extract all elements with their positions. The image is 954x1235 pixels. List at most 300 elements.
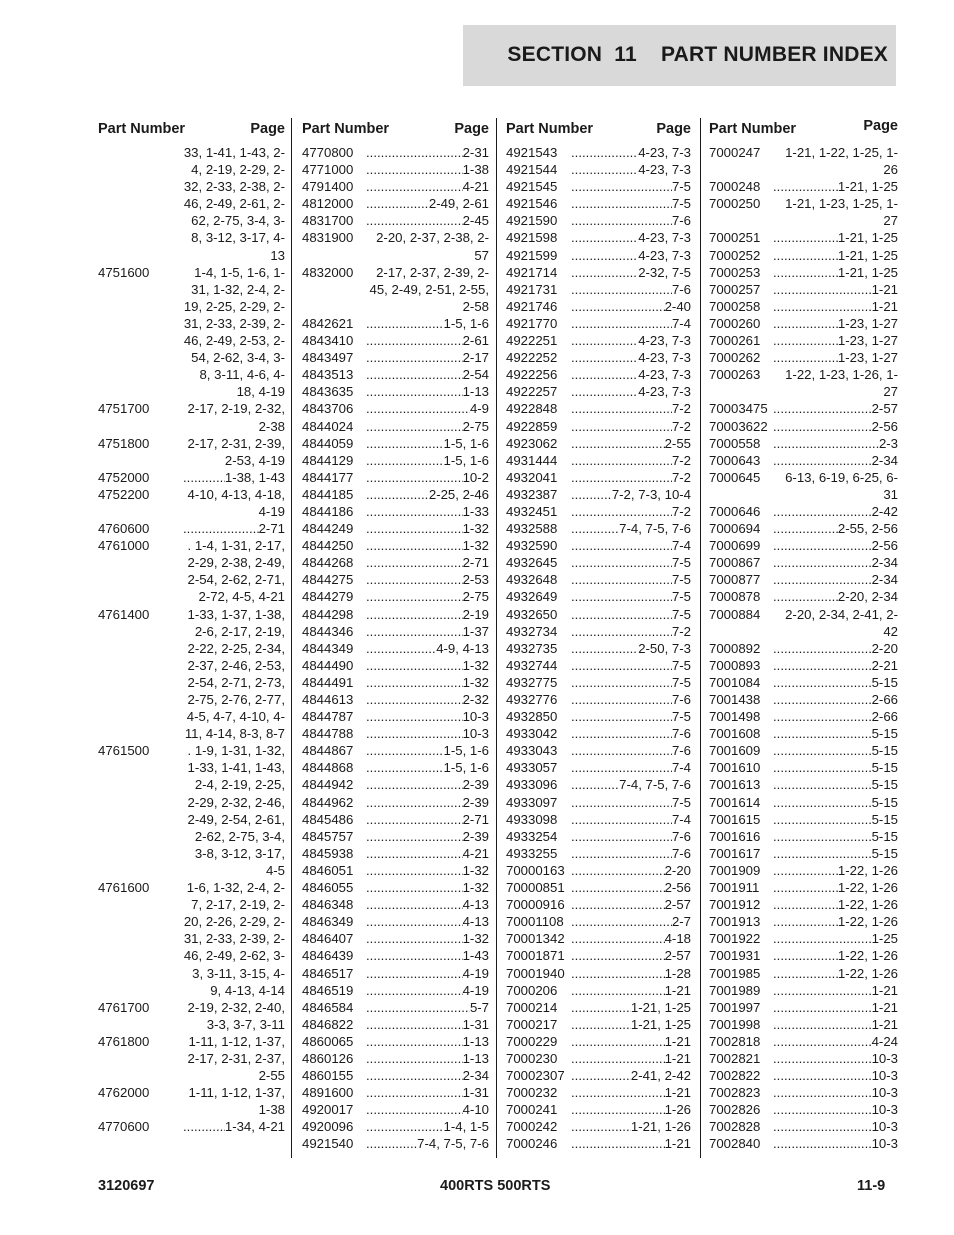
part-number-header: Part Number xyxy=(506,121,594,137)
page-reference: 5-15 xyxy=(871,811,898,827)
page-reference: 33, 1-41, 1-43, 2-4, 2-19, 2-29, 2-32, 2-33, 2-38, 2-46, 2-49, 2-61, 2-62, 2-75, 3-4, 3-8, 3-12, 3-17, 4-13 xyxy=(183,145,285,263)
index-entry: 4932588 ..... 7-4, 7-5, 7-6 xyxy=(506,520,691,537)
index-entry: 7002818 ..... 4-24 xyxy=(709,1033,898,1050)
index-entry: 7001084 ..... 5-15 xyxy=(709,674,898,691)
index-entry: 4921598 ..... 4-23, 7-3 xyxy=(506,229,691,246)
index-entry: 7001922 ..... 1-25 xyxy=(709,930,898,947)
page-cell xyxy=(571,1016,691,1033)
page-reference: 5-15 xyxy=(871,845,898,861)
column-header xyxy=(709,118,898,144)
page-reference: 1-33, 1-37, 1-38, 2-6, 2-17, 2-19, 2-22, 2-25, 2-34, 2-37, 2-46, 2-53, 2-54, 2-71, 2-73, 2-75, 2-76, 2-77, 4-5, 4-7, 4-10, 4-11, 4-14, 8-3, 8-7 xyxy=(184,606,285,742)
page-reference: 2-66 xyxy=(871,709,898,725)
dot-leader xyxy=(571,1118,631,1135)
index-entry: 4844186 ..... 1-33 xyxy=(302,503,489,520)
page-cell xyxy=(773,725,898,742)
dot-leader xyxy=(366,178,463,195)
page-cell xyxy=(773,1084,898,1101)
index-entry: 4921544 ..... 4-23, 7-3 xyxy=(506,161,691,178)
page-cell xyxy=(366,537,489,554)
dot-leader xyxy=(366,1033,463,1050)
page-cell xyxy=(773,794,898,811)
page-reference: 2-20, 2-34, 2-41, 2-42 xyxy=(785,606,898,639)
dot-leader xyxy=(571,708,672,725)
dot-leader xyxy=(773,913,838,930)
column-divider xyxy=(700,118,701,1158)
page-reference: 1-22, 1-26 xyxy=(837,965,898,981)
dot-leader xyxy=(773,1101,872,1118)
dot-leader xyxy=(366,794,463,811)
index-entry: 7001615 ..... 5-15 xyxy=(709,811,898,828)
page-reference: 1-11, 1-12, 1-37, 1-38 xyxy=(188,1085,285,1118)
dot-leader xyxy=(773,742,872,759)
dot-leader xyxy=(571,776,619,793)
page-cell xyxy=(773,657,898,674)
dot-leader xyxy=(571,759,672,776)
page-reference: 1-23, 1-27 xyxy=(837,315,898,331)
index-entry: 4844249 ..... 1-32 xyxy=(302,520,489,537)
page-reference: 7-5 xyxy=(671,555,691,571)
page-reference: 1-22, 1-26 xyxy=(837,880,898,896)
index-entry xyxy=(98,144,285,264)
page-reference: 2-34 xyxy=(462,1068,489,1084)
page-reference: 2-3 xyxy=(878,435,898,451)
dot-leader xyxy=(366,811,463,828)
page-reference: 1-21 xyxy=(664,1033,691,1049)
dot-leader xyxy=(571,913,672,930)
page-cell xyxy=(571,691,691,708)
page-reference: 4-9 xyxy=(469,401,489,417)
dot-leader xyxy=(571,794,672,811)
page-cell xyxy=(366,913,489,930)
index-entry: 4844275 ..... 2-53 xyxy=(302,571,489,588)
index-entry: 7000646 ..... 2-42 xyxy=(709,503,898,520)
page-reference: 5-15 xyxy=(871,794,898,810)
index-entry: 7001985 ..... 1-22, 1-26 xyxy=(709,965,898,982)
index-entry: 7000217 ..... 1-21, 1-25 xyxy=(506,1016,691,1033)
page-cell xyxy=(571,640,691,657)
index-entry: 7001610 ..... 5-15 xyxy=(709,759,898,776)
page-cell xyxy=(571,537,691,554)
page-reference: . 1-9, 1-31, 1-32, 1-33, 1-41, 1-43, 2-4, 2-19, 2-25, 2-29, 2-32, 2-46, 2-49, 2-54, 2-61, 2-62, 2-75, 3-4, 3-8, 3-12, 3-17, 4-5 xyxy=(187,743,285,878)
index-entry: 4922256 ..... 4-23, 7-3 xyxy=(506,366,691,383)
dot-leader xyxy=(366,383,463,400)
page-reference: 5-15 xyxy=(871,674,898,690)
index-entry: 7001997 ..... 1-21 xyxy=(709,999,898,1016)
page-cell xyxy=(773,554,898,571)
index-entry: 4844962 ..... 2-39 xyxy=(302,794,489,811)
page-reference: 5-15 xyxy=(871,777,898,793)
index-entries xyxy=(98,144,285,1135)
page-reference: 1-21 xyxy=(871,982,898,998)
page-cell xyxy=(773,1118,898,1135)
page-reference: 2-57 xyxy=(664,897,691,913)
index-entry: 4845486 ..... 2-71 xyxy=(302,811,489,828)
index-entry: 7002822 ..... 10-3 xyxy=(709,1067,898,1084)
part-number-header: Part Number xyxy=(98,121,186,137)
page-cell xyxy=(366,776,489,793)
page-reference: 7-4, 7-5, 7-6 xyxy=(619,521,691,537)
page-cell xyxy=(773,879,898,896)
dot-leader xyxy=(571,862,665,879)
page-reference: 1-22, 1-23, 1-26, 1-27 xyxy=(785,367,898,400)
page-reference: 4-23, 7-3 xyxy=(638,350,691,366)
dot-leader xyxy=(366,691,463,708)
dot-leader xyxy=(366,195,429,212)
dot-leader xyxy=(571,1135,665,1152)
index-entry: 4932776 ..... 7-6 xyxy=(506,691,691,708)
page-reference: 2-39 xyxy=(462,794,489,810)
index-entries xyxy=(302,144,489,1153)
page-cell xyxy=(571,1067,691,1084)
column-header xyxy=(506,118,691,144)
index-entry: 7001989 ..... 1-21 xyxy=(709,982,898,999)
dot-leader xyxy=(366,435,444,452)
dot-leader xyxy=(366,400,470,417)
dot-leader xyxy=(366,879,463,896)
dot-leader xyxy=(366,1101,463,1118)
page-reference: 7-4 xyxy=(671,760,691,776)
page-cell xyxy=(366,469,489,486)
dot-leader xyxy=(366,623,463,640)
dot-leader xyxy=(366,708,463,725)
index-entry: 4844185 ..... 2-25, 2-46 xyxy=(302,486,489,503)
page-cell xyxy=(773,503,898,520)
dot-leader xyxy=(773,845,872,862)
page-cell xyxy=(571,298,691,315)
index-entry: 7001931 ..... 1-22, 1-26 xyxy=(709,947,898,964)
page-reference: 2-55 xyxy=(664,435,691,451)
index-entry: 70001871 ..... 2-57 xyxy=(506,947,691,964)
index-entry: 4921590 ..... 7-6 xyxy=(506,212,691,229)
page-reference: 1-5, 1-6 xyxy=(443,435,489,451)
index-entry: 4844024 ..... 2-75 xyxy=(302,418,489,435)
page-reference: 7-2 xyxy=(671,503,691,519)
page-cell xyxy=(571,657,691,674)
page-cell xyxy=(571,862,691,879)
dot-leader xyxy=(366,982,463,999)
page-reference: 7-5 xyxy=(671,794,691,810)
page-reference: 1-23, 1-27 xyxy=(837,333,898,349)
index-entry: 4932041 ..... 7-2 xyxy=(506,469,691,486)
dot-leader xyxy=(366,418,463,435)
page-reference: 5-15 xyxy=(871,726,898,742)
dot-leader xyxy=(571,435,665,452)
index-entry: 4844942 ..... 2-39 xyxy=(302,776,489,793)
page-cell xyxy=(773,588,898,605)
index-entry: 4921731 ..... 7-6 xyxy=(506,281,691,298)
dot-leader xyxy=(571,161,638,178)
page-reference: 1-21 xyxy=(664,982,691,998)
page-cell xyxy=(773,674,898,691)
page-reference: 7-5 xyxy=(671,179,691,195)
dot-leader xyxy=(773,332,838,349)
index-entry: 7002828 ..... 10-3 xyxy=(709,1118,898,1135)
index-entry: 7001608 ..... 5-15 xyxy=(709,725,898,742)
page-cell xyxy=(773,999,898,1016)
index-entry: 4931444 ..... 7-2 xyxy=(506,452,691,469)
page-reference: 4-24 xyxy=(871,1033,898,1049)
dot-leader xyxy=(773,520,838,537)
page-reference: 2-71 xyxy=(258,521,285,537)
page-reference: 1-5, 1-6 xyxy=(443,760,489,776)
dot-leader xyxy=(773,828,872,845)
page-reference: 10-3 xyxy=(871,1050,898,1066)
footer-model: 400RTS 500RTS xyxy=(440,1178,551,1194)
page-cell xyxy=(571,725,691,742)
index-entry: 4844268 ..... 2-71 xyxy=(302,554,489,571)
index-entry: 7000214 ..... 1-21, 1-25 xyxy=(506,999,691,1016)
dot-leader xyxy=(183,520,259,537)
page-reference: 10-3 xyxy=(871,1068,898,1084)
index-entry: 7000248 ..... 1-21, 1-25 xyxy=(709,178,898,195)
page-reference: 10-3 xyxy=(871,1085,898,1101)
page-reference: 2-17, 2-19, 2-32, 2-38 xyxy=(187,401,285,434)
page-reference: 7-5 xyxy=(671,657,691,673)
column-divider xyxy=(291,118,292,1158)
index-entry: 4812000 ..... 2-49, 2-61 xyxy=(302,195,489,212)
dot-leader xyxy=(366,999,470,1016)
dot-leader xyxy=(571,349,638,366)
page-reference: 7-5 xyxy=(671,196,691,212)
index-entry: 4860155 ..... 2-34 xyxy=(302,1067,489,1084)
index-entry: 4920096 ..... 1-4, 1-5 xyxy=(302,1118,489,1135)
page-cell xyxy=(366,366,489,383)
index-entry: 4761700 2-19, 2-32, 2-40, 3-3, 3-7, 3-11 xyxy=(98,999,285,1032)
dot-leader xyxy=(571,691,672,708)
page-reference: 7-6 xyxy=(671,828,691,844)
page-reference: 1-21, 1-25 xyxy=(630,1016,691,1032)
page-cell xyxy=(571,161,691,178)
index-entry: 4932645 ..... 7-5 xyxy=(506,554,691,571)
page-reference: 1-21, 1-23, 1-25, 1-27 xyxy=(785,196,898,229)
index-entry: 4760600 ..... 2-71 xyxy=(98,520,285,537)
dot-leader xyxy=(571,742,672,759)
index-entry: 4933057 ..... 7-4 xyxy=(506,759,691,776)
index-entry: 4932735 ..... 2-50, 7-3 xyxy=(506,640,691,657)
dot-leader xyxy=(571,947,665,964)
page-cell xyxy=(571,503,691,520)
page-reference: 2-7 xyxy=(671,914,691,930)
page-reference: 1-21, 1-25 xyxy=(837,264,898,280)
page-reference: 2-19 xyxy=(462,606,489,622)
page-cell xyxy=(571,1101,691,1118)
index-entry: 4846051 ..... 1-32 xyxy=(302,862,489,879)
page-cell xyxy=(366,999,489,1016)
page-reference: 7-2, 7-3, 10-4 xyxy=(611,486,691,502)
page-cell xyxy=(773,178,898,195)
page-reference: 1-37 xyxy=(462,623,489,639)
page-cell xyxy=(773,400,898,417)
dot-leader xyxy=(571,469,672,486)
page-cell xyxy=(366,1101,489,1118)
page-cell xyxy=(366,520,489,537)
index-entry: 4761600 1-6, 1-32, 2-4, 2-7, 2-17, 2-19, 2-20, 2-26, 2-29, 2-31, 2-33, 2-39, 2-46, 2-49, 2-62, 3-3, 3-11, 3-15, 4-9, 4-13, 4-14 xyxy=(98,880,285,998)
dot-leader xyxy=(773,178,838,195)
page-cell xyxy=(366,452,489,469)
page-cell xyxy=(366,845,489,862)
page-cell xyxy=(773,315,898,332)
index-entry: 4844177 ..... 10-2 xyxy=(302,469,489,486)
page-reference: 2-21 xyxy=(871,657,898,673)
dot-leader xyxy=(773,247,838,264)
page-cell xyxy=(571,930,691,947)
index-entry: 7001616 ..... 5-15 xyxy=(709,828,898,845)
dot-leader xyxy=(571,178,672,195)
index-entry: 4762000 1-11, 1-12, 1-37, 1-38 xyxy=(98,1085,285,1118)
dot-leader xyxy=(571,879,665,896)
page-reference: 5-7 xyxy=(469,999,489,1015)
dot-leader xyxy=(183,1118,225,1135)
page-cell xyxy=(773,845,898,862)
index-entry: 4770800 ..... 2-31 xyxy=(302,144,489,161)
page-reference: 1-32 xyxy=(462,521,489,537)
page-cell xyxy=(773,520,898,537)
page-cell xyxy=(366,400,489,417)
page-reference: 1-32 xyxy=(462,880,489,896)
dot-leader xyxy=(773,264,838,281)
index-entry: 70001940 ..... 1-28 xyxy=(506,965,691,982)
page-header: Page xyxy=(863,118,898,134)
page-cell xyxy=(183,469,285,486)
index-entry: 4844787 ..... 10-3 xyxy=(302,708,489,725)
page-cell xyxy=(571,1135,691,1152)
index-entry: 7000206 ..... 1-21 xyxy=(506,982,691,999)
page-reference: 2-17, 2-37, 2-39, 2-45, 2-49, 2-51, 2-55, 2-58 xyxy=(369,264,489,314)
page-reference: 2-39 xyxy=(462,777,489,793)
page-cell xyxy=(773,930,898,947)
dot-leader xyxy=(571,588,672,605)
page-cell xyxy=(773,247,898,264)
page-reference: 4-13 xyxy=(462,897,489,913)
page-reference: 2-34 xyxy=(871,572,898,588)
index-entry: 4846822 ..... 1-31 xyxy=(302,1016,489,1033)
page-reference: 1-22, 1-26 xyxy=(837,897,898,913)
page-reference: 4-23, 7-3 xyxy=(638,367,691,383)
index-entry: 4845938 ..... 4-21 xyxy=(302,845,489,862)
index-entry: 7001911 ..... 1-22, 1-26 xyxy=(709,879,898,896)
page-cell xyxy=(571,349,691,366)
index-entry: 70003475 ..... 2-57 xyxy=(709,400,898,417)
page-reference: 2-57 xyxy=(664,948,691,964)
index-entry: 4932744 ..... 7-5 xyxy=(506,657,691,674)
page-cell xyxy=(571,674,691,691)
dot-leader xyxy=(366,930,463,947)
page-cell xyxy=(571,178,691,195)
dot-leader xyxy=(571,298,665,315)
index-entry: 4844279 ..... 2-75 xyxy=(302,588,489,605)
index-entry: 70001108 ..... 2-7 xyxy=(506,913,691,930)
index-entry: 70000851 ..... 2-56 xyxy=(506,879,691,896)
page-reference: 7-6 xyxy=(671,281,691,297)
page-cell xyxy=(773,828,898,845)
page-cell xyxy=(571,623,691,640)
page-cell xyxy=(571,742,691,759)
dot-leader xyxy=(773,811,872,828)
page-cell xyxy=(773,913,898,930)
page-reference: 2-45 xyxy=(462,213,489,229)
index-entry: 7001498 ..... 2-66 xyxy=(709,708,898,725)
index-entry: 4771000 ..... 1-38 xyxy=(302,161,489,178)
index-entry: 7000645 6-13, 6-19, 6-25, 6-31 xyxy=(709,469,898,502)
index-entry: 4922848 ..... 7-2 xyxy=(506,400,691,417)
index-entry: 7001438 ..... 2-66 xyxy=(709,691,898,708)
index-entry: 4846407 ..... 1-32 xyxy=(302,930,489,947)
index-entry: 4932451 ..... 7-2 xyxy=(506,503,691,520)
dot-leader xyxy=(571,281,672,298)
page-reference: 1-43 xyxy=(462,948,489,964)
page-cell xyxy=(571,896,691,913)
page-cell xyxy=(366,965,489,982)
page-cell xyxy=(366,144,489,161)
page-cell xyxy=(571,418,691,435)
page-cell xyxy=(773,1016,898,1033)
page-reference: 1-21 xyxy=(871,1016,898,1032)
page-cell xyxy=(366,588,489,605)
dot-leader xyxy=(773,435,879,452)
page-reference: 1-32 xyxy=(462,931,489,947)
dot-leader xyxy=(366,537,463,554)
page-cell xyxy=(366,1033,489,1050)
index-entry: 4932648 ..... 7-5 xyxy=(506,571,691,588)
page-cell xyxy=(571,452,691,469)
index-entry: 4846517 ..... 4-19 xyxy=(302,965,489,982)
page-reference: 10-3 xyxy=(871,1136,898,1152)
page-cell xyxy=(571,520,691,537)
dot-leader xyxy=(773,640,872,657)
page-reference: 7-2 xyxy=(671,452,691,468)
page-reference: 1-21, 1-25 xyxy=(837,230,898,246)
index-entry: 4761000 . 1-4, 1-31, 2-17, 2-29, 2-38, 2-49, 2-54, 2-62, 2-71, 2-72, 4-5, 4-21 xyxy=(98,538,285,605)
page-reference: 7-2 xyxy=(671,401,691,417)
page-cell xyxy=(366,759,489,776)
dot-leader xyxy=(571,195,672,212)
index-entry: 7000867 ..... 2-34 xyxy=(709,554,898,571)
index-entry: 4921546 ..... 7-5 xyxy=(506,195,691,212)
page-cell xyxy=(571,212,691,229)
page-reference: 1-25 xyxy=(871,931,898,947)
page-cell xyxy=(773,229,898,246)
page-reference: 7-6 xyxy=(671,692,691,707)
index-entry: 4842621 ..... 1-5, 1-6 xyxy=(302,315,489,332)
page-cell xyxy=(773,435,898,452)
page-reference: 2-20 xyxy=(664,862,691,878)
page-reference: 7-5 xyxy=(671,572,691,588)
page-reference: 1-21, 1-25 xyxy=(837,179,898,195)
index-entry: 7002826 ..... 10-3 xyxy=(709,1101,898,1118)
page-reference: 1-21 xyxy=(871,298,898,314)
index-entry: 4844250 ..... 1-32 xyxy=(302,537,489,554)
page-reference: 2-66 xyxy=(871,692,898,707)
index-entry: 7000643 ..... 2-34 xyxy=(709,452,898,469)
index-entry: 7000257 ..... 1-21 xyxy=(709,281,898,298)
index-entry: 70000916 ..... 2-57 xyxy=(506,896,691,913)
page-cell xyxy=(571,879,691,896)
index-entry: 4831700 ..... 2-45 xyxy=(302,212,489,229)
page-cell xyxy=(571,315,691,332)
page-reference: 1-22, 1-26 xyxy=(837,948,898,964)
page-reference: 2-53 xyxy=(462,572,489,588)
page-cell xyxy=(773,982,898,999)
page-cell xyxy=(773,776,898,793)
page-reference: 2-61 xyxy=(462,333,489,349)
page-reference: 2-56 xyxy=(664,880,691,896)
part-number-header: Part Number xyxy=(709,121,797,137)
page-reference: 4-23, 7-3 xyxy=(638,384,691,400)
dot-leader xyxy=(571,845,672,862)
dot-leader xyxy=(183,469,225,486)
page-reference: 2-56 xyxy=(871,418,898,434)
page-cell xyxy=(366,349,489,366)
